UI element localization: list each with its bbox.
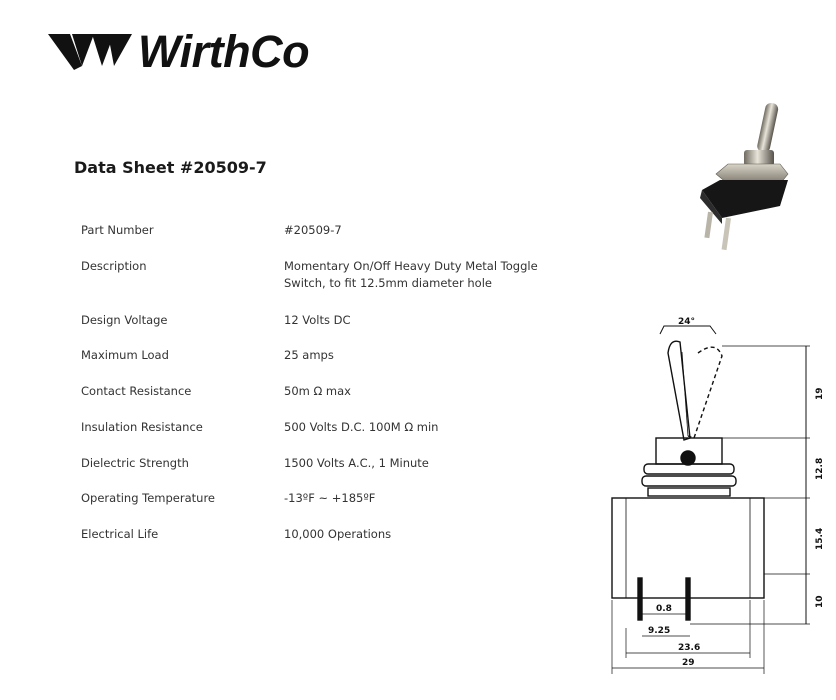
spec-value: 50m Ω max [284, 384, 351, 398]
technical-drawing [598, 308, 830, 680]
spec-label: Contact Resistance [81, 384, 192, 398]
spec-label: Electrical Life [81, 527, 159, 541]
dim-15-4: 15.4 [815, 527, 825, 550]
angle-label: 24° [678, 317, 696, 327]
spec-label: Design Voltage [81, 313, 168, 327]
logo-text: WirthCo [138, 26, 310, 77]
spec-label: Operating Temperature [81, 491, 215, 505]
dim-23-6: 23.6 [678, 643, 701, 653]
spec-value: #20509-7 [284, 223, 342, 237]
spec-value: 25 amps [284, 348, 334, 362]
spec-label: Dielectric Strength [81, 456, 189, 470]
dim-9-25: 9.25 [648, 626, 671, 636]
dim-10: 10 [815, 595, 825, 608]
logo-mark-icon [48, 34, 132, 70]
page-title: Data Sheet #20509-7 [74, 158, 267, 177]
dim-12-8: 12.8 [815, 457, 825, 480]
dim-29: 29 [682, 658, 695, 668]
spec-value: 1500 Volts A.C., 1 Minute [284, 456, 429, 470]
spec-value: 10,000 Operations [284, 527, 392, 541]
spec-label: Maximum Load [81, 348, 169, 362]
spec-value: 500 Volts D.C. 100M Ω min [284, 420, 439, 434]
spec-value: Momentary On/Off Heavy Duty Metal Toggle Switch, to fit 12.5mm diameter hole [284, 259, 538, 290]
product-photo [676, 102, 806, 262]
spec-label: Description [81, 259, 147, 273]
spec-value: 12 Volts DC [284, 313, 351, 327]
dim-19: 19 [815, 387, 825, 400]
dim-0-8: 0.8 [656, 604, 672, 614]
spec-value: -13ºF ~ +185ºF [284, 491, 376, 505]
spec-label: Insulation Resistance [81, 420, 203, 434]
spec-label: Part Number [81, 223, 154, 237]
